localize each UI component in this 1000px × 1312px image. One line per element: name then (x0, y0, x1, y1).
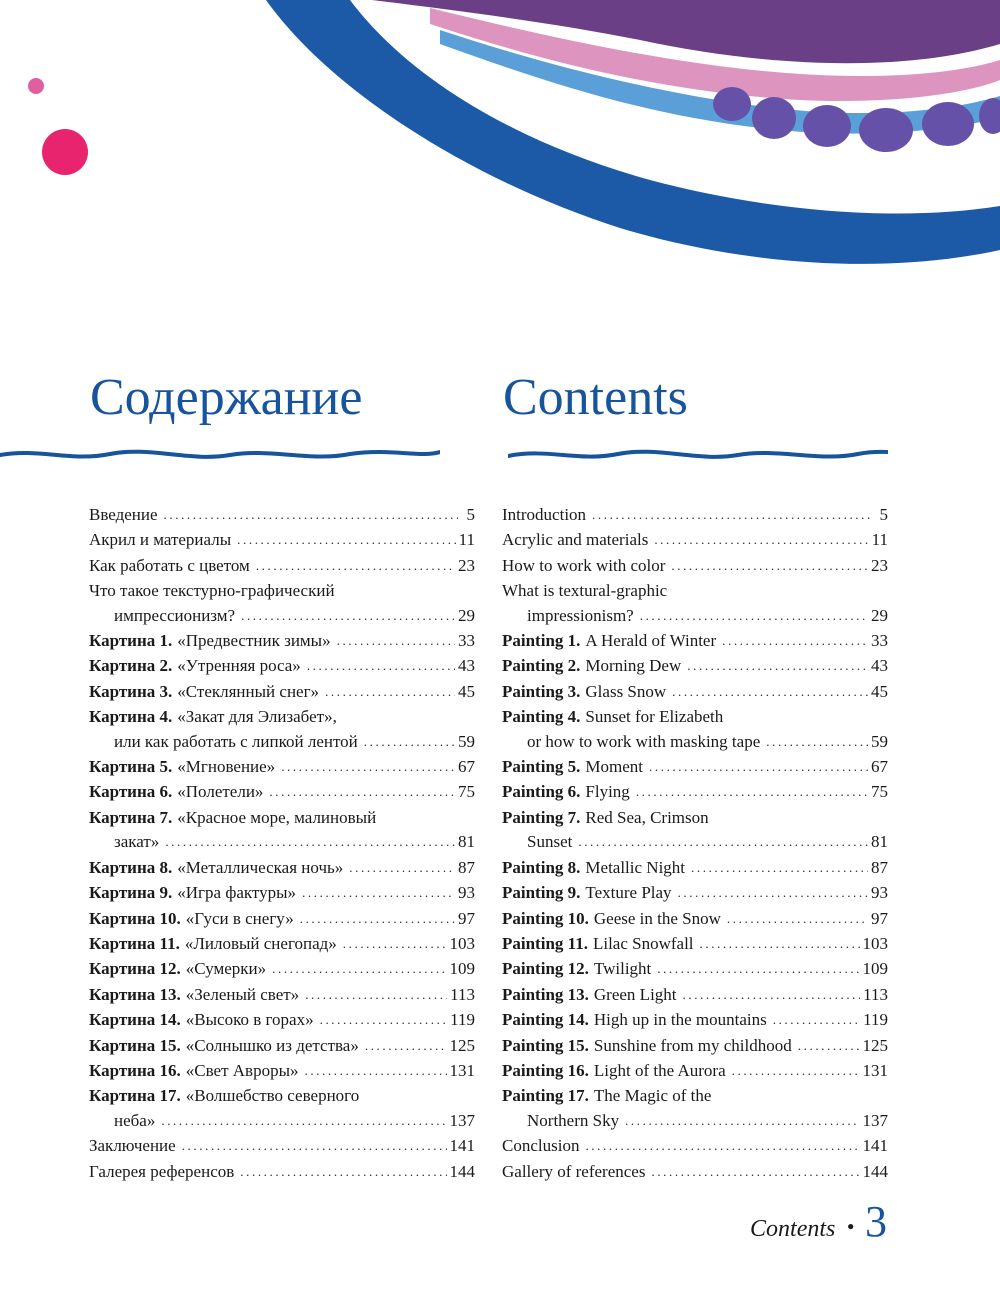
toc-line (502, 1134, 888, 1159)
entry-title: Metallic Night (585, 857, 686, 877)
entry-title: «Полетели» (177, 782, 264, 802)
entry-title: Gallery of references (502, 1161, 646, 1181)
toc-line (89, 579, 475, 603)
page-number: 45 (871, 681, 888, 701)
entry-title: импрессионизм? (114, 605, 236, 625)
toc-line (502, 554, 888, 579)
footer-bullet: • (845, 1217, 856, 1238)
dot-leader (657, 957, 859, 981)
dot-leader (161, 1109, 446, 1133)
toc-entry[interactable] (89, 983, 475, 1008)
toc-line (89, 957, 475, 982)
entry-title: «Мгновение» (177, 757, 276, 777)
toc-line (502, 1034, 888, 1059)
page-number: 75 (458, 782, 475, 802)
dot-leader (337, 629, 455, 653)
dot-leader (182, 1134, 447, 1158)
dot-leader (672, 680, 868, 704)
entry-title: Twilight (593, 959, 652, 979)
toc-line (502, 830, 888, 855)
entry-title: Акрил и материалы (89, 530, 232, 550)
painting-label: Картина 8. (89, 857, 173, 877)
page-number: 103 (862, 933, 888, 953)
page-number: 29 (871, 605, 888, 625)
entry-title: «Закат для Элизабет», (177, 707, 337, 727)
entry-title: Introduction (502, 505, 587, 524)
painting-label: Painting 7. (502, 807, 581, 827)
dot-leader (687, 654, 868, 678)
toc-line (89, 830, 475, 855)
page-number: 43 (871, 656, 888, 676)
toc-line (502, 1109, 888, 1134)
toc-entry[interactable] (89, 528, 475, 553)
dot-leader (240, 1160, 446, 1184)
dot-leader (683, 983, 861, 1007)
painting-label: Картина 12. (89, 959, 181, 979)
toc-entry[interactable] (89, 629, 475, 654)
page-number: 23 (458, 555, 475, 575)
toc-line (502, 528, 888, 553)
painting-label: Painting 8. (502, 857, 581, 877)
entry-title: неба» (114, 1110, 156, 1130)
russian-table-of-contents (89, 503, 475, 1185)
page-number: 87 (458, 857, 475, 877)
painting-label: Картина 17. (89, 1086, 181, 1106)
toc-entry[interactable] (89, 881, 475, 906)
toc-line (502, 1008, 888, 1033)
violet-dot (922, 102, 974, 146)
toc-entry[interactable] (502, 806, 888, 856)
toc-entry[interactable] (89, 680, 475, 705)
page-number: 109 (449, 959, 475, 979)
entry-title: Заключение (89, 1136, 176, 1156)
toc-entry[interactable] (502, 1160, 888, 1185)
toc-line (89, 1008, 475, 1033)
toc-entry[interactable] (89, 705, 475, 755)
dot-leader (700, 932, 860, 956)
painting-label: Картина 15. (89, 1035, 181, 1055)
toc-line (502, 629, 888, 654)
dot-leader (773, 1008, 860, 1032)
toc-line (89, 755, 475, 780)
painting-label: Painting 12. (502, 959, 589, 979)
toc-line (89, 806, 475, 830)
violet-dot (713, 87, 751, 121)
toc-entry[interactable] (89, 932, 475, 957)
painting-label: Картина 3. (89, 681, 173, 701)
dot-leader (307, 654, 455, 678)
page-number: 59 (871, 731, 888, 751)
painting-label: Картина 5. (89, 757, 173, 777)
dot-leader (578, 830, 868, 854)
english-heading-wave-underline (508, 440, 888, 470)
painting-label: Painting 11. (502, 933, 588, 953)
toc-line (89, 1034, 475, 1059)
toc-entry[interactable] (502, 755, 888, 780)
entry-title: «Солнышко из детства» (185, 1035, 359, 1055)
toc-entry[interactable] (502, 680, 888, 705)
entry-title: Flying (585, 782, 630, 802)
dot-leader (625, 1109, 859, 1133)
entry-title: «Зеленый свет» (185, 984, 300, 1004)
page-number: 93 (871, 883, 888, 903)
dot-leader (241, 604, 455, 628)
toc-entry[interactable] (502, 907, 888, 932)
page-number: 119 (863, 1010, 888, 1030)
page-number: 125 (449, 1035, 475, 1055)
page-number: 97 (871, 908, 888, 928)
page-number: 113 (863, 984, 888, 1004)
dot-leader (651, 1160, 859, 1184)
decorative-paint-strokes (0, 0, 1000, 300)
page-number: 11 (458, 530, 475, 550)
painting-label: Painting 13. (502, 984, 589, 1004)
dot-leader (281, 755, 455, 779)
toc-entry[interactable] (502, 705, 888, 755)
toc-line (89, 780, 475, 805)
dot-leader (592, 503, 871, 527)
page-number: 131 (862, 1060, 888, 1080)
painting-label: Painting 5. (502, 757, 581, 777)
toc-line (502, 1084, 888, 1108)
entry-title: Acrylic and materials (502, 530, 649, 550)
page-number: 141 (449, 1136, 475, 1156)
page-number: 93 (458, 883, 475, 903)
painting-label: Painting 14. (502, 1010, 589, 1030)
toc-entry[interactable] (89, 1134, 475, 1159)
page-footer (750, 1197, 887, 1246)
page-number: 109 (862, 959, 888, 979)
page-number: 141 (862, 1136, 888, 1156)
dot-leader (269, 780, 455, 804)
dot-leader (722, 629, 868, 653)
entry-title: «Высоко в горах» (185, 1010, 314, 1030)
toc-entry[interactable] (89, 856, 475, 881)
painting-label: Painting 2. (502, 656, 581, 676)
dot-leader (272, 957, 446, 981)
page-number: 81 (458, 832, 475, 852)
toc-line (502, 780, 888, 805)
page-number: 33 (871, 631, 888, 651)
entry-title: Как работать с цветом (89, 555, 250, 575)
dot-leader (798, 1034, 860, 1058)
entry-title: Moment (585, 757, 644, 777)
entry-title: Geese in the Snow (593, 908, 721, 928)
toc-line (502, 755, 888, 780)
toc-line (502, 1059, 888, 1084)
entry-title: The Magic of the (593, 1086, 712, 1106)
painting-label: Картина 10. (89, 908, 181, 928)
toc-entry[interactable] (89, 654, 475, 679)
toc-line (502, 856, 888, 881)
entry-title: Sunshine from my childhood (593, 1035, 792, 1055)
entry-title: «Стеклянный снег» (177, 681, 320, 701)
entry-title: Green Light (593, 984, 677, 1004)
toc-line (502, 806, 888, 830)
toc-line (89, 907, 475, 932)
painting-label: Painting 17. (502, 1086, 589, 1106)
entry-title: закат» (114, 832, 160, 852)
entry-title: Texture Play (585, 883, 672, 903)
entry-title: High up in the mountains (593, 1010, 767, 1030)
dot-leader (237, 528, 455, 552)
page-number: 113 (450, 984, 475, 1004)
page-number: 97 (458, 908, 475, 928)
page-number: 5 (466, 505, 475, 524)
painting-label: Картина 2. (89, 656, 173, 676)
entry-title: Red Sea, Crimson (585, 807, 709, 827)
painting-label: Painting 3. (502, 681, 581, 701)
toc-line (502, 881, 888, 906)
page-number: 87 (871, 857, 888, 877)
page-number: 3 (865, 1197, 887, 1246)
toc-line (502, 705, 888, 729)
toc-entry[interactable] (89, 1160, 475, 1185)
violet-dot (859, 108, 913, 152)
dot-leader (766, 730, 868, 754)
dot-leader (320, 1008, 448, 1032)
toc-entry[interactable] (502, 554, 888, 579)
page-number: 103 (449, 933, 475, 953)
toc-entry[interactable] (502, 654, 888, 679)
page-number: 119 (450, 1010, 475, 1030)
entry-title: What is textural-graphic (502, 581, 668, 601)
dot-leader (256, 554, 455, 578)
painting-label: Картина 1. (89, 631, 173, 651)
page-number: 137 (449, 1110, 475, 1130)
toc-entry[interactable] (89, 755, 475, 780)
russian-heading-wave-underline (0, 440, 440, 470)
dot-leader (343, 932, 447, 956)
page-number: 67 (458, 757, 475, 777)
entry-title: «Утренняя роса» (177, 656, 301, 676)
entry-title: Northern Sky (527, 1110, 620, 1130)
toc-line (89, 680, 475, 705)
toc-entry[interactable] (502, 579, 888, 629)
entry-title: «Металлическая ночь» (177, 857, 344, 877)
toc-line (89, 856, 475, 881)
painting-label: Картина 11. (89, 933, 180, 953)
entry-title: A Herald of Winter (585, 631, 717, 651)
dot-leader (364, 730, 455, 754)
entry-title: Sunset (527, 832, 573, 852)
entry-title: «Волшебство северного (185, 1086, 360, 1106)
dot-leader (365, 1034, 447, 1058)
page-number: 75 (871, 782, 888, 802)
toc-entry[interactable] (89, 806, 475, 856)
dot-leader (349, 856, 455, 880)
russian-heading: Содержание (90, 369, 363, 426)
toc-entry[interactable] (89, 957, 475, 982)
dot-leader (691, 856, 868, 880)
entry-title: How to work with color (502, 555, 666, 575)
page-number: 11 (871, 530, 888, 550)
toc-entry[interactable] (502, 932, 888, 957)
painting-label: Painting 4. (502, 707, 581, 727)
entry-title: Введение (89, 505, 158, 524)
page-number: 131 (449, 1060, 475, 1080)
toc-entry[interactable] (502, 503, 888, 528)
toc-entry[interactable] (502, 856, 888, 881)
toc-entry[interactable] (89, 503, 475, 528)
toc-line (89, 932, 475, 957)
painting-label: Painting 1. (502, 631, 581, 651)
toc-entry[interactable] (89, 780, 475, 805)
page-number: 23 (871, 555, 888, 575)
page-number: 144 (449, 1161, 475, 1181)
toc-entry[interactable] (89, 1034, 475, 1059)
toc-entry[interactable] (502, 528, 888, 553)
small-pink-dot (28, 78, 44, 94)
painting-label: Картина 14. (89, 1010, 181, 1030)
english-heading: Contents (503, 369, 688, 426)
toc-line (89, 629, 475, 654)
painting-label: Картина 13. (89, 984, 181, 1004)
toc-entry[interactable] (89, 579, 475, 629)
painting-label: Картина 16. (89, 1060, 181, 1080)
toc-line (89, 654, 475, 679)
entry-title: «Гуси в снегу» (185, 908, 294, 928)
toc-line (502, 579, 888, 603)
violet-dot (803, 105, 851, 147)
toc-line (89, 554, 475, 579)
entry-title: Light of the Aurora (593, 1060, 726, 1080)
toc-line (89, 1109, 475, 1134)
page-number: 33 (458, 631, 475, 651)
dot-leader (678, 881, 868, 905)
toc-line (89, 1134, 475, 1159)
toc-entry[interactable] (89, 1059, 475, 1084)
english-table-of-contents (502, 503, 888, 1185)
painting-label: Картина 7. (89, 807, 173, 827)
entry-title: «Сумерки» (185, 959, 267, 979)
toc-line (89, 881, 475, 906)
dot-leader (585, 1134, 859, 1158)
dot-leader (727, 907, 868, 931)
toc-entry[interactable] (89, 1008, 475, 1033)
dot-leader (654, 528, 868, 552)
page-number: 81 (871, 832, 888, 852)
toc-entry[interactable] (502, 1008, 888, 1033)
magenta-dot (42, 129, 88, 175)
painting-label: Painting 15. (502, 1035, 589, 1055)
dot-leader (302, 881, 455, 905)
toc-line (502, 907, 888, 932)
entry-title: «Предвестник зимы» (177, 631, 331, 651)
page-number: 43 (458, 656, 475, 676)
dot-leader (640, 604, 868, 628)
toc-line (89, 528, 475, 553)
toc-entry[interactable] (502, 1059, 888, 1084)
page-number: 125 (862, 1035, 888, 1055)
toc-line (502, 957, 888, 982)
toc-entry[interactable] (502, 780, 888, 805)
page-number: 5 (879, 505, 888, 524)
painting-label: Painting 10. (502, 908, 589, 928)
entry-title: Что такое текстурно-графический (89, 581, 335, 601)
painting-label: Картина 4. (89, 707, 173, 727)
toc-line (502, 1160, 888, 1185)
toc-line (502, 680, 888, 705)
dot-leader (300, 907, 455, 931)
toc-line (502, 983, 888, 1008)
page-number: 67 (871, 757, 888, 777)
painting-label: Painting 6. (502, 782, 581, 802)
entry-title: или как работать с липкой лентой (114, 731, 358, 751)
toc-line (502, 932, 888, 957)
footer-section-label: Contents (750, 1216, 836, 1242)
entry-title: «Свет Авроры» (185, 1060, 299, 1080)
toc-entry[interactable] (89, 907, 475, 932)
toc-line (502, 730, 888, 755)
toc-entry[interactable] (89, 554, 475, 579)
dot-leader (649, 755, 868, 779)
dot-leader (325, 680, 455, 704)
entry-title: impressionism? (527, 605, 634, 625)
dot-leader (636, 780, 868, 804)
toc-line (502, 503, 888, 528)
toc-entry[interactable] (502, 1084, 888, 1134)
toc-line (89, 1084, 475, 1108)
page-number: 29 (458, 605, 475, 625)
dot-leader (671, 554, 868, 578)
page-number: 137 (862, 1110, 888, 1130)
entry-title: «Лиловый снегопад» (184, 933, 337, 953)
dot-leader (305, 1059, 447, 1083)
toc-line (502, 604, 888, 629)
painting-label: Картина 6. (89, 782, 173, 802)
toc-entry[interactable] (502, 983, 888, 1008)
entry-title: Галерея референсов (89, 1161, 235, 1181)
entry-title: «Игра фактуры» (177, 883, 297, 903)
entry-title: «Красное море, малиновый (177, 807, 377, 827)
toc-entry[interactable] (89, 1084, 475, 1134)
toc-entry[interactable] (502, 1134, 888, 1159)
dot-leader (165, 830, 455, 854)
page-number: 144 (862, 1161, 888, 1181)
dot-leader (164, 503, 458, 527)
toc-line (502, 654, 888, 679)
page-number: 59 (458, 731, 475, 751)
toc-entry[interactable] (502, 957, 888, 982)
toc-line (89, 983, 475, 1008)
page-number: 45 (458, 681, 475, 701)
toc-line (89, 1160, 475, 1185)
toc-line (89, 730, 475, 755)
painting-label: Painting 9. (502, 883, 581, 903)
dot-leader (732, 1059, 860, 1083)
entry-title: Lilac Snowfall (592, 933, 694, 953)
violet-dot (752, 97, 796, 139)
dot-leader (305, 983, 447, 1007)
entry-title: or how to work with masking tape (527, 731, 761, 751)
toc-line (89, 503, 475, 528)
entry-title: Morning Dew (585, 656, 682, 676)
toc-entry[interactable] (502, 1034, 888, 1059)
entry-title: Glass Snow (585, 681, 667, 701)
entry-title: Conclusion (502, 1136, 580, 1156)
painting-label: Painting 16. (502, 1060, 589, 1080)
entry-title: Sunset for Elizabeth (585, 707, 724, 727)
painting-label: Картина 9. (89, 883, 173, 903)
toc-line (89, 1059, 475, 1084)
toc-entry[interactable] (502, 881, 888, 906)
toc-line (89, 705, 475, 729)
toc-entry[interactable] (502, 629, 888, 654)
toc-line (89, 604, 475, 629)
